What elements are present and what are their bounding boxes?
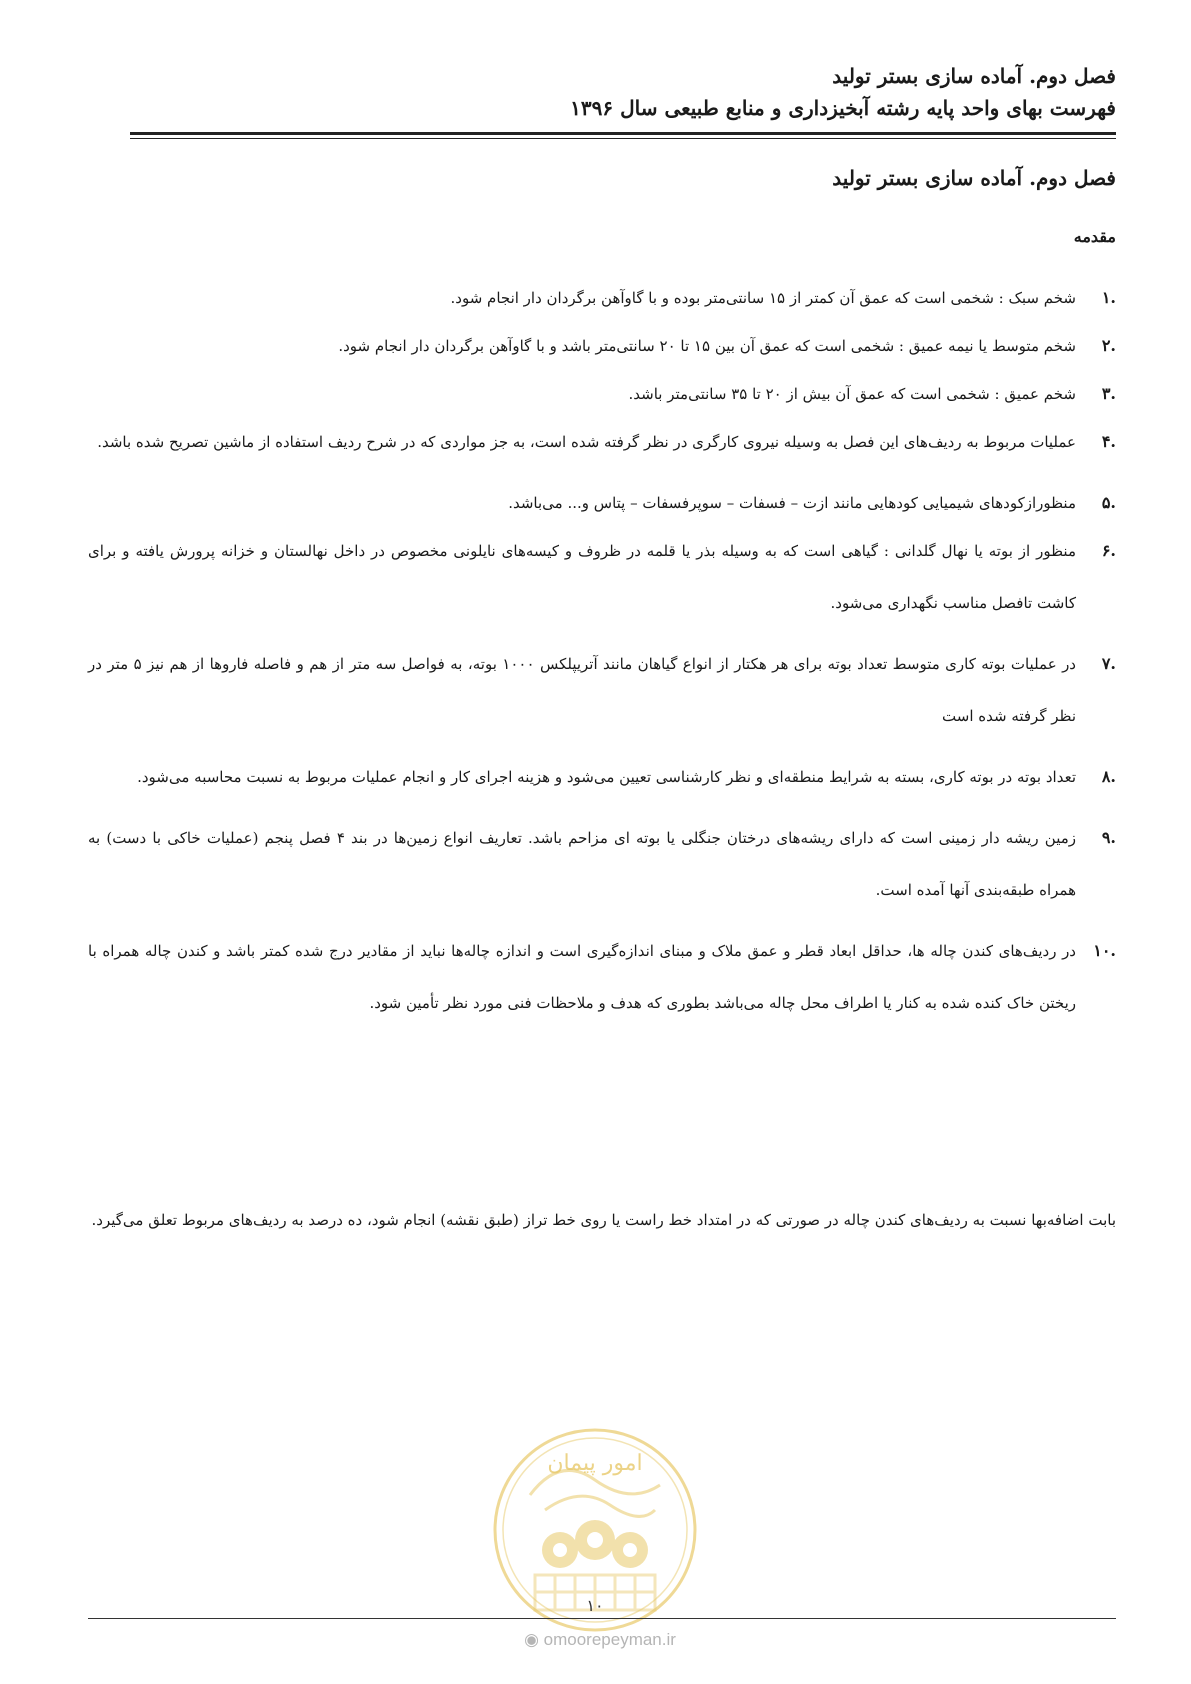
- section-title: فصل دوم. آماده سازی بستر تولید: [832, 166, 1116, 190]
- list-item-text: تعداد بوته در بوته کاری، بسته به شرایط منطقه‌ای و نظر کارشناسی تعیین می‌شود و هزینه اجرای کار و انجام عملیات مربوط به نسبت محاسبه می‌شود.: [137, 768, 1076, 786]
- header-catalog-title: فهرست بهای واحد پایه رشته آبخیزداری و منابع طبیعی سال ۱۳۹۶: [570, 96, 1116, 120]
- header-rule-thick: [130, 132, 1116, 135]
- list-item-number: .۴: [1101, 432, 1116, 451]
- list-item-text: شخم سبک : شخمی است که عمق آن کمتر از ۱۵ سانتی‌متر بوده و با گاوآهن برگردان دار انجام شود.: [450, 289, 1076, 307]
- globe-icon: ◉: [524, 1630, 539, 1649]
- list-item-text: در عملیات بوته کاری متوسط تعداد بوته برای هر هکتار از انواع گیاهان مانند آتریپلکس ۱۰۰۰ بوته، به فواصل سه متر از هم و فاصله فاروها از هم نیز ۵ متر در نظر گرفته شده است: [88, 655, 1076, 725]
- list-item: [88, 490, 1116, 516]
- list-item: [88, 938, 1116, 1029]
- seal-text: امور پیمان: [547, 1451, 643, 1476]
- footer-rule: [88, 1618, 1116, 1619]
- list-item: [88, 333, 1116, 359]
- footnote-paragraph: بابت اضافه‌بها نسبت به ردیف‌های کندن چاله در صورتی که در امتداد خط راست یا روی خط تراز (طبق نقشه) انجام شود، ده درصد به ردیف‌های مربوط تعلق می‌گیرد.: [91, 1211, 1116, 1229]
- list-item: [88, 538, 1116, 629]
- list-item-text: شخم عمیق : شخمی است که عمق آن بیش از ۲۰ تا ۳۵ سانتی‌متر باشد.: [628, 385, 1076, 403]
- list-item: [88, 429, 1116, 468]
- page-header: [130, 60, 1116, 124]
- list-item-text: در ردیف‌های کندن چاله ها، حداقل ابعاد قطر و عمق ملاک و مبنای اندازه‌گیری است و اندازه چاله‌ها نباید از مقادیر درج شده کمتر باشد و کندن چاله همراه با ریختن خاک کنده شده به کنار یا اطراف محل چاله می‌باشد بطوری که هدف و ملاحظات فنی مورد نظر تأمین شود.: [88, 942, 1076, 1012]
- list-item-number: .۸: [1101, 767, 1116, 786]
- list-item: [88, 651, 1116, 742]
- list-item-number: .۵: [1101, 493, 1116, 512]
- list-item-number: .۳: [1101, 384, 1116, 403]
- list-item-text: شخم متوسط یا نیمه عمیق : شخمی است که عمق آن بین ۱۵ تا ۲۰ سانتی‌متر باشد و با گاوآهن برگردان دار انجام شود.: [338, 337, 1076, 355]
- list-item: [88, 764, 1116, 803]
- list-item-number: .۱۰: [1093, 941, 1116, 960]
- numbered-list: [88, 285, 1116, 1051]
- list-item-text: عملیات مربوط به ردیف‌های این فصل به وسیله نیروی کارگری در نظر گرفته شده است، به جز مواردی که در شرح ردیف استفاده از ماشین تصریح شده باشد.: [97, 433, 1076, 451]
- page-number: ۱۰: [586, 1596, 604, 1615]
- list-item-text: زمین ریشه دار زمینی است که دارای ریشه‌های درختان جنگلی یا بوته ای مزاحم باشد. تعاریف انواع زمین‌ها در بند ۴ فصل پنجم (عملیات خاکی با دست) به همراه طبقه‌بندی آنها آمده است.: [88, 829, 1076, 899]
- header-chapter-title: فصل دوم. آماده سازی بستر تولید: [832, 64, 1116, 88]
- watermark-url: [450, 1630, 750, 1650]
- list-item: [88, 381, 1116, 407]
- list-item-number: .۹: [1101, 828, 1116, 847]
- list-item-number: .۱: [1101, 288, 1116, 307]
- list-item-number: .۷: [1101, 654, 1116, 673]
- list-item-number: .۶: [1101, 541, 1116, 560]
- watermark-label: omoorepeyman.ir: [543, 1630, 676, 1649]
- list-item-text: منظور از بوته یا نهال گلدانی : گیاهی است که به وسیله بذر یا قلمه در ظروف و کیسه‌های نایلونی مخصوص در داخل نهالستان و خزانه پرورش یافته و برای کاشت تافصل مناسب نگهداری می‌شود.: [88, 542, 1076, 612]
- intro-label: مقدمه: [1073, 227, 1116, 246]
- list-item: [88, 285, 1116, 311]
- header-rule-thin: [130, 138, 1116, 139]
- list-item-text: منظورازکودهای شیمیایی کودهایی مانند ازت – فسفات – سوپرفسفات – پتاس و... می‌باشد.: [508, 494, 1076, 512]
- list-item: [88, 825, 1116, 916]
- list-item-number: .۲: [1101, 336, 1116, 355]
